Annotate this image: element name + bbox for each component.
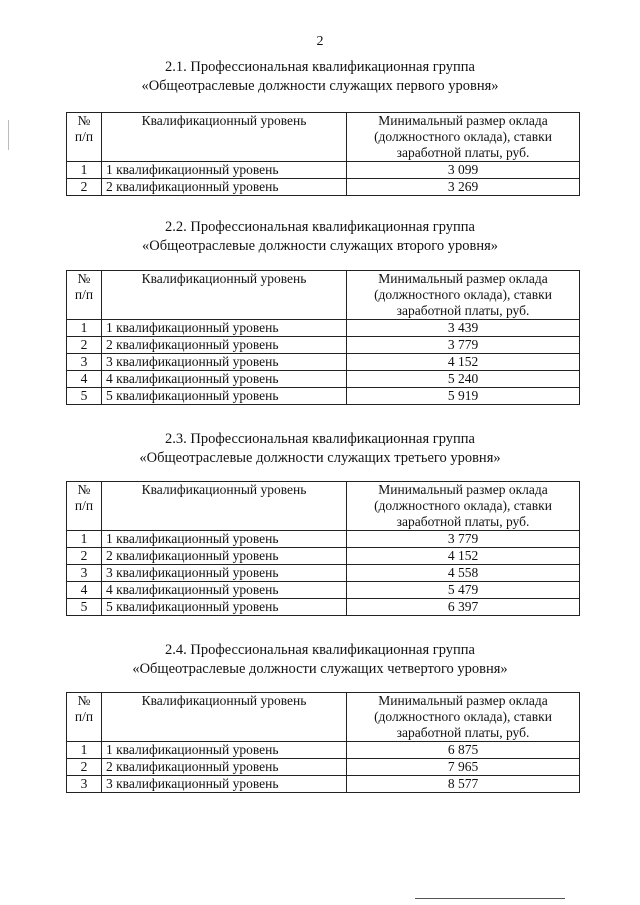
- section-title-line2: «Общеотраслевые должности служащих второго уровня»: [141, 238, 499, 254]
- section-title-line1: 2.1. Профессиональная квалификационная группа: [165, 59, 475, 75]
- table-header-row: [67, 113, 580, 162]
- table-row: [67, 599, 580, 616]
- row-salary: 7 965: [347, 759, 580, 776]
- section-2-2-heading: [0, 218, 640, 256]
- row-num: 5: [67, 388, 102, 405]
- row-num: 1: [67, 531, 102, 548]
- row-num: 3: [67, 776, 102, 793]
- row-num: 2: [67, 337, 102, 354]
- row-level: 4 квалификационный уровень: [102, 582, 347, 599]
- table-row: [67, 742, 580, 759]
- row-salary: 4 558: [347, 565, 580, 582]
- section-2-4-heading: [0, 641, 640, 679]
- row-salary: 5 240: [347, 371, 580, 388]
- row-num: 3: [67, 354, 102, 371]
- row-num: 2: [67, 759, 102, 776]
- table-row: [67, 337, 580, 354]
- header-num: № п/п: [67, 113, 102, 162]
- row-salary: 5 919: [347, 388, 580, 405]
- header-salary: Минимальный размер оклада (должностного оклада), ставки заработной платы, руб.: [347, 482, 580, 531]
- row-level: 2 квалификационный уровень: [102, 548, 347, 565]
- section-title-line2: «Общеотраслевые должности служащих третьего уровня»: [139, 450, 501, 466]
- row-num: 4: [67, 582, 102, 599]
- row-level: 2 квалификационный уровень: [102, 179, 347, 196]
- row-level: 3 квалификационный уровень: [102, 776, 347, 793]
- table-row: [67, 371, 580, 388]
- row-level: 1 квалификационный уровень: [102, 531, 347, 548]
- table-row: [67, 531, 580, 548]
- scan-edge-artifact: [8, 120, 9, 150]
- header-level: Квалификационный уровень: [102, 693, 347, 742]
- table-row: [67, 388, 580, 405]
- table-row: [67, 179, 580, 196]
- row-num: 2: [67, 179, 102, 196]
- table-row: [67, 162, 580, 179]
- salary-table-2-2: [66, 270, 580, 405]
- row-level: 5 квалификационный уровень: [102, 388, 347, 405]
- table-header-row: [67, 693, 580, 742]
- row-salary: 3 099: [347, 162, 580, 179]
- table-row: [67, 548, 580, 565]
- section-title-line1: 2.2. Профессиональная квалификационная группа: [165, 219, 475, 235]
- salary-table-2-4: [66, 692, 580, 793]
- row-level: 1 квалификационный уровень: [102, 742, 347, 759]
- table-row: [67, 759, 580, 776]
- table-row: [67, 582, 580, 599]
- row-num: 5: [67, 599, 102, 616]
- header-salary: Минимальный размер оклада (должностного оклада), ставки заработной платы, руб.: [347, 693, 580, 742]
- section-title-line1: 2.3. Профессиональная квалификационная группа: [165, 431, 475, 447]
- table-row: [67, 776, 580, 793]
- table-row: [67, 354, 580, 371]
- row-num: 3: [67, 565, 102, 582]
- header-level: Квалификационный уровень: [102, 482, 347, 531]
- row-salary: 8 577: [347, 776, 580, 793]
- row-salary: 4 152: [347, 354, 580, 371]
- header-num: № п/п: [67, 693, 102, 742]
- table-row: [67, 565, 580, 582]
- row-salary: 3 779: [347, 531, 580, 548]
- page-number: 2: [316, 34, 324, 49]
- row-salary: 3 439: [347, 320, 580, 337]
- salary-table-2-3: [66, 481, 580, 616]
- row-level: 1 квалификационный уровень: [102, 320, 347, 337]
- header-num: № п/п: [67, 482, 102, 531]
- row-num: 1: [67, 742, 102, 759]
- row-num: 1: [67, 162, 102, 179]
- table-header-row: [67, 482, 580, 531]
- header-level: Квалификационный уровень: [102, 113, 347, 162]
- header-level: Квалификационный уровень: [102, 271, 347, 320]
- row-salary: 5 479: [347, 582, 580, 599]
- header-num: № п/п: [67, 271, 102, 320]
- table-row: [67, 320, 580, 337]
- scan-line-artifact: [415, 898, 565, 899]
- row-salary: 3 779: [347, 337, 580, 354]
- row-salary: 6 397: [347, 599, 580, 616]
- row-salary: 3 269: [347, 179, 580, 196]
- row-level: 2 квалификационный уровень: [102, 759, 347, 776]
- section-title-line1: 2.4. Профессиональная квалификационная группа: [165, 642, 475, 658]
- header-salary: Минимальный размер оклада (должностного оклада), ставки заработной платы, руб.: [347, 113, 580, 162]
- section-2-1-heading: [0, 58, 640, 96]
- row-level: 3 квалификационный уровень: [102, 354, 347, 371]
- header-salary: Минимальный размер оклада (должностного оклада), ставки заработной платы, руб.: [347, 271, 580, 320]
- row-num: 4: [67, 371, 102, 388]
- row-num: 2: [67, 548, 102, 565]
- row-level: 4 квалификационный уровень: [102, 371, 347, 388]
- row-level: 5 квалификационный уровень: [102, 599, 347, 616]
- row-salary: 6 875: [347, 742, 580, 759]
- table-header-row: [67, 271, 580, 320]
- row-level: 1 квалификационный уровень: [102, 162, 347, 179]
- row-level: 2 квалификационный уровень: [102, 337, 347, 354]
- section-2-3-heading: [0, 430, 640, 468]
- salary-table-2-1: [66, 112, 580, 196]
- row-salary: 4 152: [347, 548, 580, 565]
- section-title-line2: «Общеотраслевые должности служащих первого уровня»: [141, 78, 499, 94]
- row-level: 3 квалификационный уровень: [102, 565, 347, 582]
- row-num: 1: [67, 320, 102, 337]
- section-title-line2: «Общеотраслевые должности служащих четвертого уровня»: [132, 661, 508, 677]
